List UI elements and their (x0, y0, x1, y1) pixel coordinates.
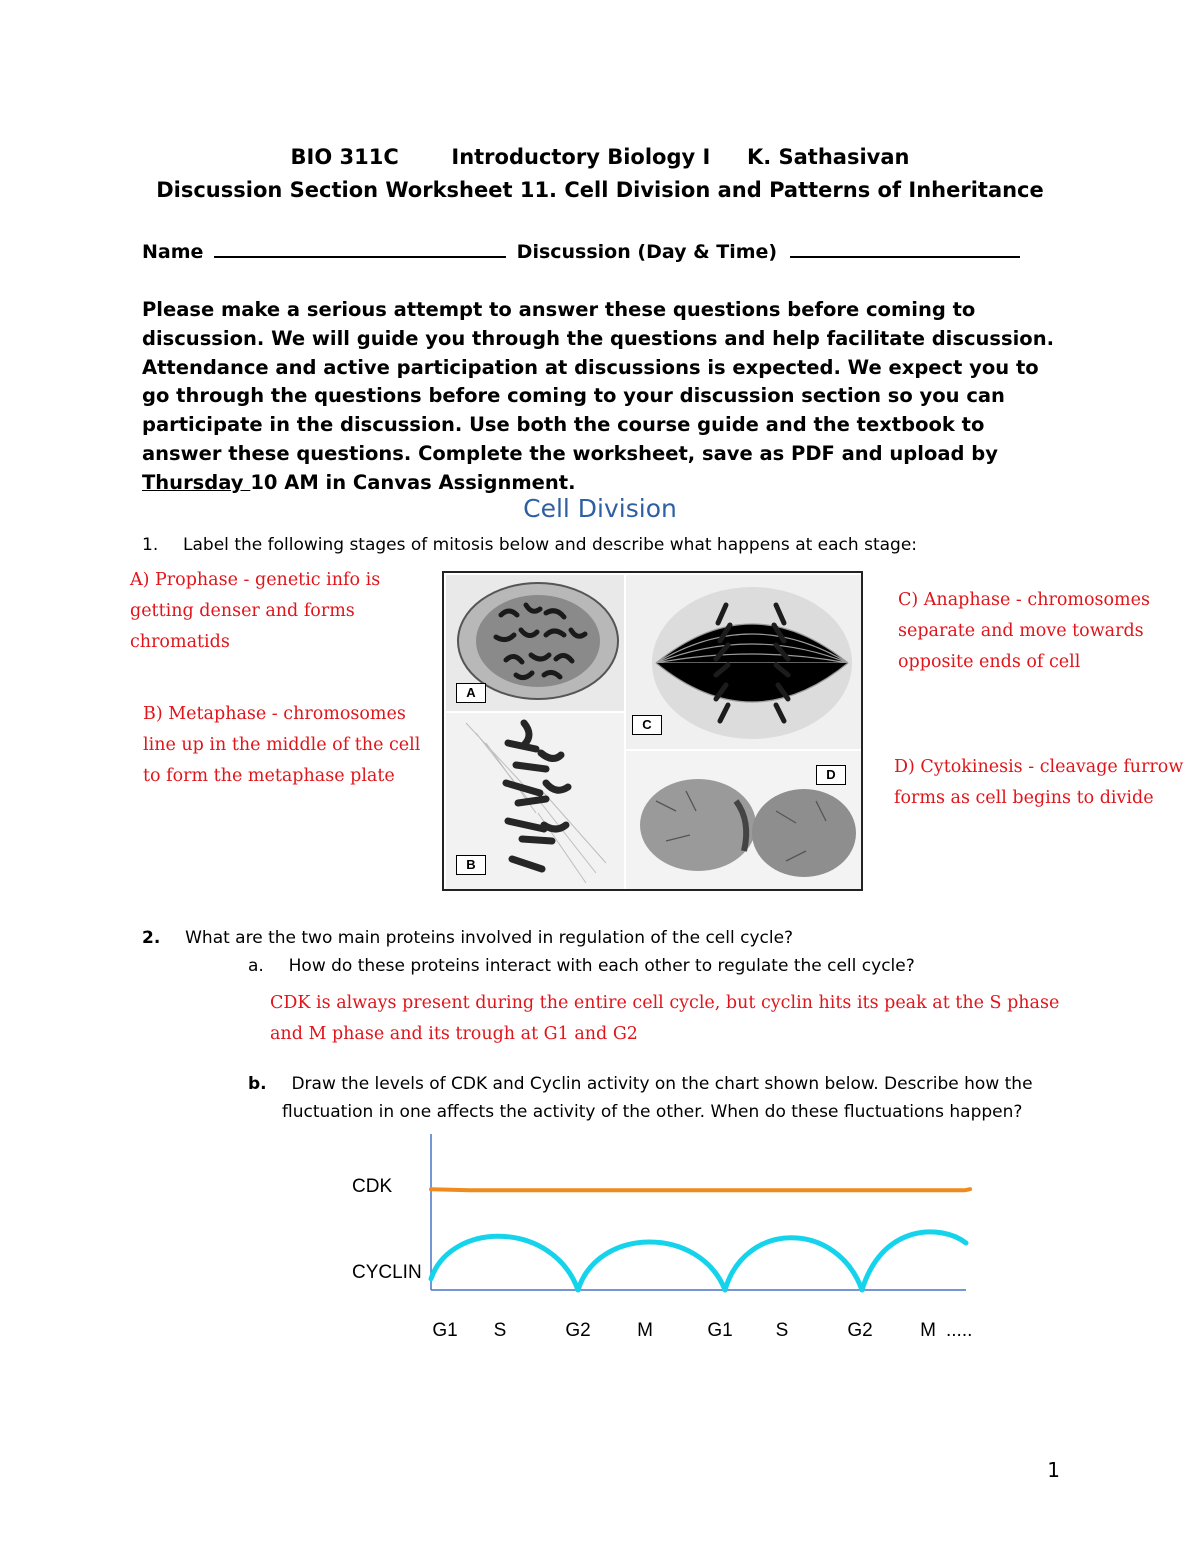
answer-prophase (130, 565, 380, 658)
figure-tag-d: D (816, 765, 846, 785)
answer-line: separate and move towards (898, 621, 1144, 641)
course-header-line (0, 145, 1200, 169)
answer-line: CDK is always present during the entire cell cycle, but cyclin hits its peak at the S phase (270, 993, 1060, 1013)
answer-anaphase (898, 585, 1150, 678)
panel-metaphase (446, 713, 624, 889)
x-tick-label: G1 (707, 1320, 733, 1341)
answer-line: line up in the middle of the cell (143, 735, 421, 755)
question-1-text: Label the following stages of mitosis below and describe what happens at each stage: (183, 535, 918, 555)
answer-line: chromatids (130, 632, 230, 652)
cell-cycle-chart (340, 1126, 1000, 1351)
panel-cytokinesis (626, 751, 861, 889)
y-label-cyclin: CYCLIN (352, 1262, 422, 1283)
answer-line: opposite ends of cell (898, 652, 1081, 672)
answer-line: B) Metaphase - chromosomes (143, 704, 406, 724)
mitosis-figure (442, 571, 863, 891)
course-title: Introductory Biology I (451, 145, 711, 169)
question-2b-letter: b. (248, 1074, 267, 1094)
answer-cytokinesis (894, 752, 1183, 814)
answer-2a (270, 988, 1059, 1050)
worksheet-title: Discussion Section Worksheet 11. Cell Division and Patterns of Inheritance (156, 178, 1044, 202)
x-tick-label: M (637, 1320, 653, 1341)
name-field[interactable] (214, 240, 506, 258)
page-number: 1 (1047, 1458, 1060, 1482)
x-tick-label: M (920, 1320, 936, 1341)
answer-line: D) Cytokinesis - cleavage furrow (894, 757, 1184, 777)
answer-metaphase (143, 699, 420, 792)
x-tick-label: G2 (847, 1320, 873, 1341)
figure-tag-c: C (632, 715, 662, 735)
cyclin-line (431, 1232, 966, 1290)
question-2a (248, 956, 915, 976)
discussion-label: Discussion (Day & Time) (516, 241, 778, 263)
x-tick-label: S (493, 1320, 507, 1341)
question-1-number: 1. (142, 535, 159, 555)
figure-tag-b: B (456, 855, 486, 875)
discussion-field[interactable] (790, 240, 1020, 258)
question-2-text: What are the two main proteins involved in regulation of the cell cycle? (185, 928, 794, 948)
answer-line: forms as cell begins to divide (894, 788, 1154, 808)
question-2-number: 2. (142, 928, 161, 948)
question-2b (248, 1070, 1033, 1126)
figure-tag-a: A (456, 683, 486, 703)
instructions-text: Please make a serious attempt to answer these questions before coming to discussion. We will guide you through the questions and help facilitate discussion. Attendance and active participation at discussions is expected. We expect you to go through the questions before coming to your discussion section so you can participate in the discussion. Use both the course guide and the textbook to answer these questions. Complete the worksheet, save as PDF and upload by (142, 298, 1054, 465)
x-tick-label: S (775, 1320, 789, 1341)
answer-line: and M phase and its trough at G1 and G2 (270, 1024, 638, 1044)
x-tick-label: G1 (432, 1320, 458, 1341)
answer-line: A) Prophase - genetic info is (130, 570, 381, 590)
question-2b-text-2: fluctuation in one affects the activity of the other. When do these fluctuations happen? (282, 1102, 1023, 1122)
x-trailing-ellipsis: ..... (946, 1320, 973, 1341)
y-label-cdk: CDK (352, 1176, 393, 1197)
section-title: Cell Division (523, 494, 677, 523)
name-row (142, 240, 1020, 263)
question-2 (142, 928, 793, 948)
panel-prophase (446, 575, 624, 711)
answer-line: to form the metaphase plate (143, 766, 395, 786)
deadline-time: 10 AM in Canvas Assignment. (250, 470, 576, 494)
question-2a-letter: a. (248, 956, 264, 976)
panel-anaphase (626, 575, 861, 749)
question-1 (142, 535, 917, 555)
answer-line: C) Anaphase - chromosomes (898, 590, 1150, 610)
question-2a-text: How do these proteins interact with each other to regulate the cell cycle? (288, 956, 915, 976)
course-code: BIO 311C (290, 145, 399, 169)
name-label: Name (142, 241, 204, 263)
cdk-line (431, 1189, 970, 1190)
x-tick-label: G2 (565, 1320, 591, 1341)
instructor-name: K. Sathasivan (746, 145, 910, 169)
question-2b-text-1: Draw the levels of CDK and Cyclin activity on the chart shown below. Describe how the (291, 1074, 1033, 1094)
instructions-paragraph (142, 296, 1062, 498)
deadline-day: Thursday (142, 470, 251, 494)
answer-line: getting denser and forms (130, 601, 355, 621)
